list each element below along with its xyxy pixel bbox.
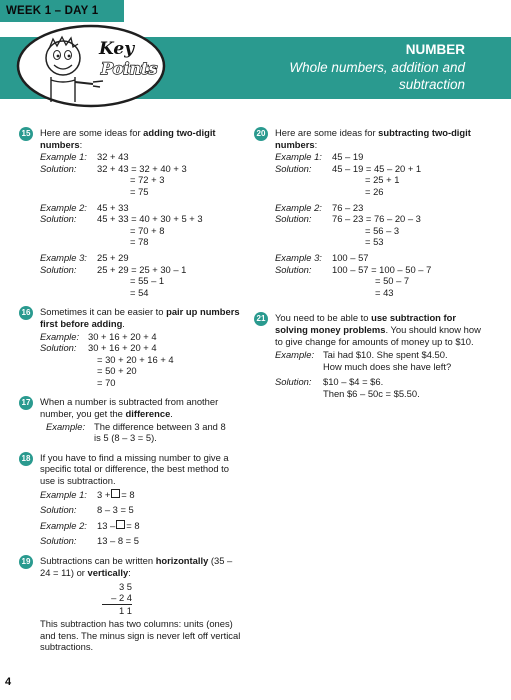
page-number: 4	[5, 676, 12, 688]
key-point-20: 20 Here are some ideas for subtracting two-digit numbers: Example 1: 45 – 19 Solution: 45 – 19 = 45 – 20 + 1 = 25 + 1 = 26 Example 2: 76 – 23 Solution: 76 – 23 = 76 – 20 – 3 = 56 – 3 = 53 Example 3: 100 – 57 Solution: 100 – 57 = 100 – 50 – 7 = 50 – 7 = 43	[254, 127, 484, 298]
item-intro: If you have to find a missing number to give a specific total or difference, the best method to use is subtraction.	[40, 451, 229, 487]
item-number: 17	[19, 396, 33, 410]
item-intro: Here are some ideas for subtracting two-digit numbers:	[275, 127, 471, 150]
right-column	[254, 127, 484, 407]
subject-title: NUMBER	[405, 42, 465, 57]
logo-text-points: Points	[101, 59, 158, 78]
item-intro: You need to be able to use subtraction for solving money problems. You should know how to give change for amounts of money up to $10.	[275, 312, 481, 347]
item-explanation: This subtraction has two columns: units (ones) and tens. The minus sign is never left off vertical subtractions.	[40, 618, 241, 653]
item-intro: When a number is subtracted from another number, you get the difference.	[40, 396, 219, 420]
missing-number-box	[111, 489, 120, 498]
item-number: 16	[19, 306, 33, 320]
item-intro: Subtractions can be written horizontally (35 – 24 = 11) or vertically:	[40, 555, 233, 578]
item-number: 19	[19, 555, 33, 569]
item-intro: Here are some ideas for adding two-digit numbers:	[40, 127, 216, 150]
week-day-tab: WEEK 1 – DAY 1	[0, 0, 124, 22]
key-point-17: 17 When a number is subtracted from another number, you get the difference. Example: The difference between 3 and 8 is 5 (8 – 3 = 5).	[19, 396, 244, 443]
key-point-15: 15 Here are some ideas for adding two-digit numbers: Example 1: 32 + 43 Solution: 32 + 43 = 32 + 40 + 3 = 72 + 3 = 75 Example 2: 45 + 33 Solution: 45 + 33 = 40 + 30 + 5 + 3 = 70 + 8 = 78 Example 3: 25 + 29 Solution: 25 + 29 = 25 + 30 – 1 = 55 – 1 = 54	[19, 127, 244, 298]
item-number: 18	[19, 452, 33, 466]
missing-number-box	[116, 520, 125, 529]
item-intro: Sometimes it can be easier to pair up numbers first before adding.	[40, 306, 240, 329]
vertical-subtraction: 3 5 – 2 4 1 1	[102, 581, 132, 616]
key-points-logo	[11, 22, 166, 110]
item-number: 15	[19, 127, 33, 141]
item-number: 20	[254, 127, 268, 141]
left-column	[19, 127, 244, 661]
logo-text-key: Key	[99, 39, 135, 59]
topic-title: Whole numbers, addition and subtraction	[289, 60, 465, 92]
key-point-18: 18 If you have to find a missing number to give a specific total or difference, the best method to use is subtraction. Example 1: 3 + = 8 Solution: 8 – 3 = 5 Example 2: 13 – = 8 Solution: 13 – 8 = 5	[19, 452, 244, 547]
key-point-21: 21 You need to be able to use subtraction for solving money problems. You should know how to give change for amounts of money up to $10. Example: Tai had $10. She spent $4.50. How much does she have left? Solution: $10 – $4 = $6. Then $6 – 50c = $5.50.	[254, 312, 484, 399]
item-number: 21	[254, 312, 268, 326]
key-point-16: 16 Sometimes it can be easier to pair up numbers first before adding. Example: 30 + 16 + 20 + 4 Solution: 30 + 16 + 20 + 4 = 30 + 20 + 16 + 4 = 50 + 20 = 70	[19, 306, 244, 388]
key-point-19	[19, 555, 244, 653]
